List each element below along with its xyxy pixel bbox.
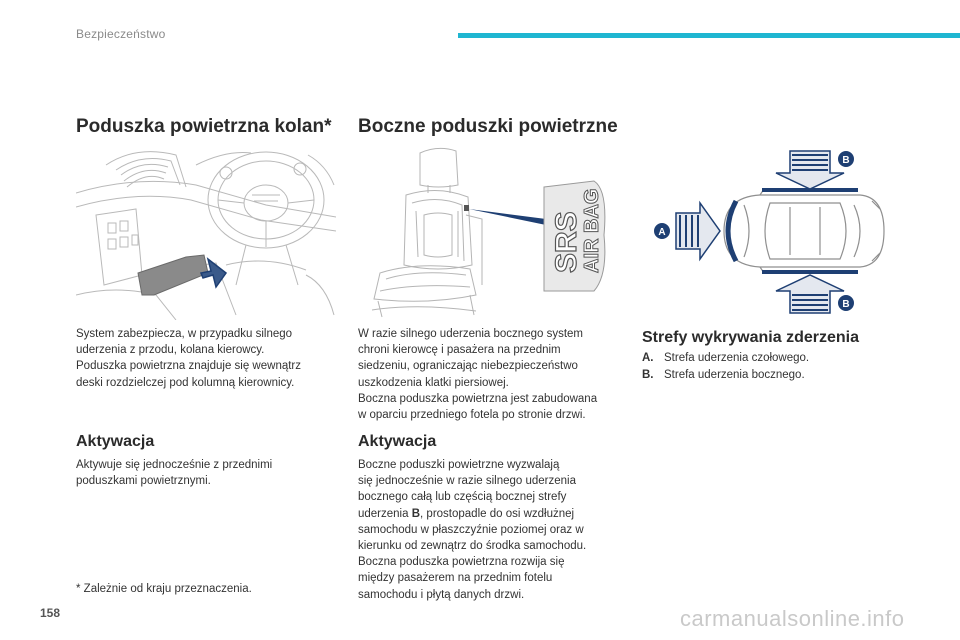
side-airbags-title: Boczne poduszki powietrzne [358, 116, 618, 137]
impact-zones-diagram [640, 145, 890, 320]
footnote: * Zależnie od kraju przeznaczenia. [76, 583, 252, 595]
side-airbags-intro: W razie silnego uderzenia bocznego system chroni kierowcę i pasażera na przednim siedzeniu, ograniczając niebezpieczeństwo uszkodzenia klatki piersiowej. Boczna poduszka powietrzna jest zabudowana w oparciu przedniego fotela po stronie drzwi. [358, 328, 598, 422]
legend-item-b: B. Strefa uderzenia bocznego. [642, 369, 805, 381]
page-number: 158 [40, 606, 61, 620]
watermark: carmanualsonline.info [680, 606, 905, 631]
knee-airbag-title: Poduszka powietrzna kolan* [76, 116, 332, 137]
knee-activation-heading: Aktywacja [76, 433, 155, 450]
knee-airbag-illustration [76, 145, 336, 320]
section-label: Bezpieczeństwo [76, 27, 166, 41]
svg-text:B: B [842, 299, 850, 310]
side-activation-text: Boczne poduszki powietrzne wyzwalają się jednocześnie w razie silnego uderzenia bocznego całą lub częścią bocznej strefy uderzenia B, prostopadle do osi wzdłużnej samochodu w płaszczyźnie poziomej oraz w kierunku od zewnątrz do środka samochodu. Boczna poduszka powietrzna rozwija się między pasażerem na przednim fotelu samochodu i płytą danych drzwi. [358, 459, 587, 601]
knee-airbag-intro: System zabezpiecza, w przypadku silnego uderzenia z przodu, kolana kierowcy. Poduszka powietrzna znajduje się wewnątrz deski rozdzielczej pod kolumną kierownicy. [76, 328, 302, 389]
seat-airbag-illustration [358, 145, 620, 320]
badge-a [653, 222, 671, 240]
svg-text:B: B [842, 155, 850, 166]
svg-text:A: A [658, 227, 666, 238]
srs-label: SRS [550, 211, 583, 273]
airbag-label: AIR BAG [581, 188, 603, 273]
badge-b-top [837, 150, 855, 168]
impact-zones-heading: Strefy wykrywania zderzenia [642, 329, 859, 346]
accent-bar [458, 33, 960, 38]
knee-activation-text: Aktywuje się jednocześnie z przednimi poduszkami powietrznymi. [76, 459, 273, 488]
badge-b-bottom [837, 294, 855, 312]
side-activation-heading: Aktywacja [358, 433, 437, 450]
legend-item-a: A. Strefa uderzenia czołowego. [642, 352, 810, 364]
